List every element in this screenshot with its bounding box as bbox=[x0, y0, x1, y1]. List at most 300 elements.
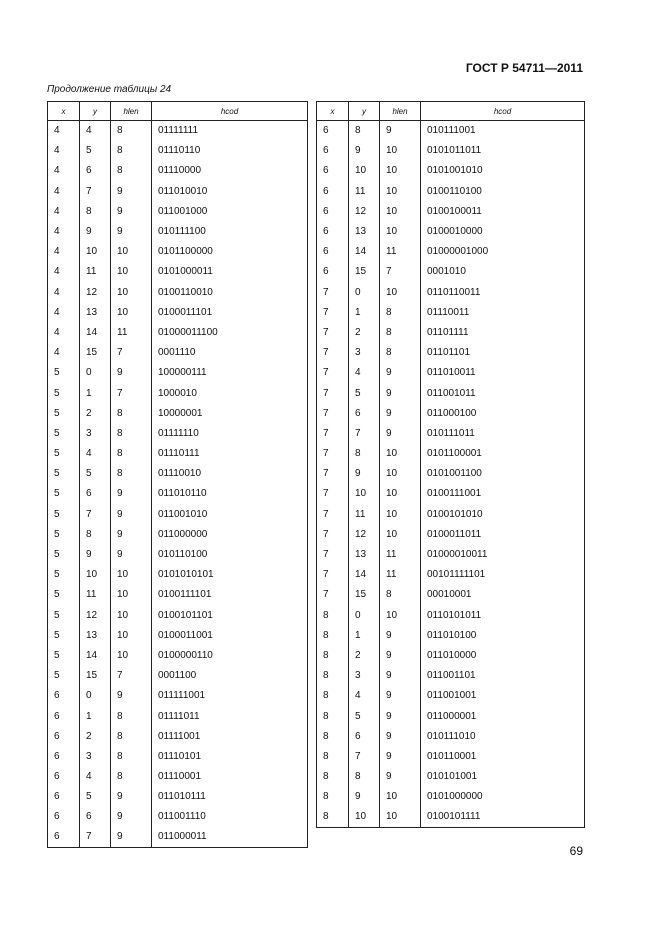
cell-hcod: 01110000 bbox=[152, 161, 308, 181]
cell-hcod: 01000001000 bbox=[421, 242, 585, 262]
cell-hlen: 10 bbox=[380, 524, 421, 544]
cell-hlen: 10 bbox=[380, 161, 421, 181]
cell-hcod: 00010001 bbox=[421, 585, 585, 605]
cell-x: 7 bbox=[317, 383, 349, 403]
cell-hlen: 10 bbox=[380, 605, 421, 625]
cell-hlen: 7 bbox=[380, 262, 421, 282]
table-row bbox=[317, 645, 585, 665]
table-row bbox=[48, 504, 308, 524]
cell-y: 8 bbox=[349, 444, 380, 464]
table-row bbox=[48, 363, 308, 383]
table-row bbox=[48, 666, 308, 686]
table-row bbox=[48, 383, 308, 403]
cell-hlen: 8 bbox=[380, 322, 421, 342]
cell-y: 7 bbox=[349, 746, 380, 766]
cell-hlen: 7 bbox=[111, 666, 152, 686]
table-row bbox=[48, 403, 308, 423]
table-row bbox=[317, 383, 585, 403]
table-row bbox=[317, 565, 585, 585]
cell-x: 4 bbox=[48, 121, 80, 141]
cell-hlen: 9 bbox=[111, 524, 152, 544]
cell-x: 8 bbox=[317, 666, 349, 686]
cell-hlen: 9 bbox=[111, 221, 152, 241]
cell-hcod: 0001100 bbox=[152, 666, 308, 686]
cell-x: 5 bbox=[48, 504, 80, 524]
table-row bbox=[317, 363, 585, 383]
cell-hlen: 8 bbox=[380, 585, 421, 605]
cell-y: 9 bbox=[349, 787, 380, 807]
table-row bbox=[317, 504, 585, 524]
table-row bbox=[317, 121, 585, 141]
cell-y: 13 bbox=[80, 302, 111, 322]
cell-hcod: 011001010 bbox=[152, 504, 308, 524]
cell-x: 7 bbox=[317, 464, 349, 484]
table-row bbox=[48, 767, 308, 787]
table-row bbox=[317, 787, 585, 807]
cell-hlen: 10 bbox=[111, 242, 152, 262]
cell-x: 7 bbox=[317, 282, 349, 302]
cell-x: 8 bbox=[317, 645, 349, 665]
cell-hcod: 010101001 bbox=[421, 767, 585, 787]
column-header-hlen: hlen bbox=[111, 102, 152, 121]
cell-hcod: 01110110 bbox=[152, 141, 308, 161]
cell-hcod: 0100011101 bbox=[152, 302, 308, 322]
cell-y: 1 bbox=[349, 302, 380, 322]
cell-y: 9 bbox=[80, 544, 111, 564]
table-row bbox=[317, 666, 585, 686]
column-header-hcod: hcod bbox=[421, 102, 585, 121]
cell-hlen: 10 bbox=[111, 605, 152, 625]
cell-y: 0 bbox=[80, 363, 111, 383]
column-header-x: x bbox=[317, 102, 349, 121]
cell-hlen: 9 bbox=[380, 767, 421, 787]
cell-x: 5 bbox=[48, 565, 80, 585]
cell-x: 5 bbox=[48, 464, 80, 484]
cell-y: 13 bbox=[349, 221, 380, 241]
cell-y: 7 bbox=[349, 423, 380, 443]
cell-hcod: 01111110 bbox=[152, 423, 308, 443]
cell-hcod: 01000011100 bbox=[152, 322, 308, 342]
cell-x: 8 bbox=[317, 686, 349, 706]
cell-hlen: 8 bbox=[111, 423, 152, 443]
cell-hlen: 9 bbox=[111, 827, 152, 847]
cell-x: 5 bbox=[48, 484, 80, 504]
table-row bbox=[48, 706, 308, 726]
cell-y: 13 bbox=[80, 625, 111, 645]
cell-hlen: 8 bbox=[111, 726, 152, 746]
cell-y: 12 bbox=[80, 282, 111, 302]
cell-y: 2 bbox=[80, 403, 111, 423]
cell-hcod: 010111001 bbox=[421, 121, 585, 141]
cell-hcod: 0100100011 bbox=[421, 201, 585, 221]
cell-y: 10 bbox=[80, 242, 111, 262]
column-header-hlen: hlen bbox=[380, 102, 421, 121]
cell-y: 15 bbox=[80, 343, 111, 363]
cell-hlen: 9 bbox=[380, 423, 421, 443]
cell-hlen: 8 bbox=[111, 464, 152, 484]
table-row bbox=[48, 585, 308, 605]
cell-hcod: 011010110 bbox=[152, 484, 308, 504]
cell-hlen: 9 bbox=[111, 686, 152, 706]
code-table-right bbox=[316, 101, 585, 828]
cell-y: 4 bbox=[80, 121, 111, 141]
cell-y: 11 bbox=[349, 504, 380, 524]
cell-hcod: 011010011 bbox=[421, 363, 585, 383]
cell-hlen: 7 bbox=[111, 383, 152, 403]
table-row bbox=[48, 726, 308, 746]
cell-x: 4 bbox=[48, 343, 80, 363]
cell-y: 15 bbox=[349, 585, 380, 605]
cell-x: 6 bbox=[48, 746, 80, 766]
cell-y: 9 bbox=[349, 464, 380, 484]
cell-y: 0 bbox=[349, 282, 380, 302]
cell-x: 6 bbox=[48, 706, 80, 726]
cell-hlen: 10 bbox=[111, 282, 152, 302]
cell-hcod: 0101001010 bbox=[421, 161, 585, 181]
cell-x: 8 bbox=[317, 787, 349, 807]
cell-hcod: 010110001 bbox=[421, 746, 585, 766]
cell-y: 1 bbox=[80, 383, 111, 403]
cell-x: 4 bbox=[48, 262, 80, 282]
cell-hlen: 10 bbox=[380, 444, 421, 464]
cell-y: 7 bbox=[80, 827, 111, 847]
table-row bbox=[48, 827, 308, 847]
table-caption: Продолжение таблицы 24 bbox=[47, 84, 172, 95]
cell-y: 5 bbox=[80, 141, 111, 161]
cell-y: 6 bbox=[349, 403, 380, 423]
cell-hlen: 8 bbox=[111, 767, 152, 787]
cell-x: 8 bbox=[317, 807, 349, 827]
cell-hcod: 011010100 bbox=[421, 625, 585, 645]
cell-x: 7 bbox=[317, 423, 349, 443]
table-row bbox=[317, 141, 585, 161]
cell-hlen: 10 bbox=[111, 565, 152, 585]
cell-x: 4 bbox=[48, 322, 80, 342]
cell-hcod: 0100101010 bbox=[421, 504, 585, 524]
cell-hlen: 10 bbox=[111, 585, 152, 605]
cell-hcod: 01111011 bbox=[152, 706, 308, 726]
cell-hlen: 11 bbox=[111, 322, 152, 342]
cell-x: 7 bbox=[317, 302, 349, 322]
cell-x: 4 bbox=[48, 161, 80, 181]
table-row bbox=[48, 645, 308, 665]
table-row bbox=[317, 484, 585, 504]
cell-hlen: 10 bbox=[380, 201, 421, 221]
table-row bbox=[317, 282, 585, 302]
cell-hlen: 11 bbox=[380, 242, 421, 262]
cell-y: 6 bbox=[349, 726, 380, 746]
cell-hcod: 0101010101 bbox=[152, 565, 308, 585]
cell-y: 15 bbox=[80, 666, 111, 686]
cell-y: 12 bbox=[349, 524, 380, 544]
table-row bbox=[48, 524, 308, 544]
cell-hlen: 8 bbox=[111, 706, 152, 726]
cell-hcod: 01101111 bbox=[421, 322, 585, 342]
cell-hlen: 10 bbox=[380, 464, 421, 484]
cell-y: 4 bbox=[349, 363, 380, 383]
cell-y: 0 bbox=[349, 605, 380, 625]
table-row bbox=[48, 343, 308, 363]
cell-x: 4 bbox=[48, 201, 80, 221]
table-row bbox=[317, 403, 585, 423]
cell-x: 6 bbox=[317, 121, 349, 141]
cell-y: 4 bbox=[80, 444, 111, 464]
cell-y: 13 bbox=[349, 544, 380, 564]
cell-hlen: 10 bbox=[111, 625, 152, 645]
cell-x: 5 bbox=[48, 645, 80, 665]
cell-x: 4 bbox=[48, 282, 80, 302]
cell-hcod: 011010010 bbox=[152, 181, 308, 201]
cell-x: 7 bbox=[317, 322, 349, 342]
cell-hcod: 0100011011 bbox=[421, 524, 585, 544]
cell-y: 3 bbox=[349, 666, 380, 686]
table-row bbox=[317, 242, 585, 262]
table-row bbox=[317, 423, 585, 443]
cell-y: 3 bbox=[349, 343, 380, 363]
cell-hcod: 01110101 bbox=[152, 746, 308, 766]
cell-x: 4 bbox=[48, 221, 80, 241]
cell-x: 6 bbox=[48, 807, 80, 827]
cell-x: 5 bbox=[48, 585, 80, 605]
cell-hlen: 10 bbox=[380, 141, 421, 161]
table-row bbox=[48, 302, 308, 322]
cell-hcod: 0100110100 bbox=[421, 181, 585, 201]
table-row bbox=[48, 201, 308, 221]
cell-y: 10 bbox=[349, 161, 380, 181]
cell-x: 8 bbox=[317, 767, 349, 787]
cell-hcod: 010111011 bbox=[421, 423, 585, 443]
cell-hcod: 00101111101 bbox=[421, 565, 585, 585]
table-row bbox=[317, 625, 585, 645]
cell-hcod: 0100011001 bbox=[152, 625, 308, 645]
cell-y: 11 bbox=[349, 181, 380, 201]
cell-hlen: 8 bbox=[111, 141, 152, 161]
table-row bbox=[317, 161, 585, 181]
table-row bbox=[317, 464, 585, 484]
cell-y: 8 bbox=[80, 524, 111, 544]
table-row bbox=[48, 807, 308, 827]
document-id: ГОСТ Р 54711—2011 bbox=[465, 61, 583, 75]
cell-hlen: 9 bbox=[111, 504, 152, 524]
cell-hlen: 9 bbox=[111, 787, 152, 807]
cell-hcod: 0100000110 bbox=[152, 645, 308, 665]
cell-hcod: 01111001 bbox=[152, 726, 308, 746]
cell-hlen: 7 bbox=[111, 343, 152, 363]
column-header-hcod: hcod bbox=[152, 102, 308, 121]
cell-hcod: 011000100 bbox=[421, 403, 585, 423]
cell-x: 8 bbox=[317, 605, 349, 625]
cell-hlen: 9 bbox=[111, 181, 152, 201]
cell-hcod: 0101000000 bbox=[421, 787, 585, 807]
cell-hlen: 10 bbox=[380, 807, 421, 827]
table-row bbox=[317, 302, 585, 322]
cell-x: 6 bbox=[317, 221, 349, 241]
cell-hcod: 0100111001 bbox=[421, 484, 585, 504]
cell-x: 5 bbox=[48, 423, 80, 443]
cell-hlen: 9 bbox=[380, 645, 421, 665]
column-header-y: y bbox=[80, 102, 111, 121]
cell-hcod: 1000010 bbox=[152, 383, 308, 403]
cell-x: 5 bbox=[48, 444, 80, 464]
cell-hcod: 0100110010 bbox=[152, 282, 308, 302]
cell-x: 6 bbox=[48, 767, 80, 787]
cell-hcod: 0101100000 bbox=[152, 242, 308, 262]
cell-hlen: 11 bbox=[380, 544, 421, 564]
cell-hcod: 011001001 bbox=[421, 686, 585, 706]
table-row bbox=[48, 544, 308, 564]
table-row bbox=[317, 544, 585, 564]
cell-hlen: 8 bbox=[380, 302, 421, 322]
table-row bbox=[317, 221, 585, 241]
cell-x: 7 bbox=[317, 585, 349, 605]
cell-hcod: 0101011011 bbox=[421, 141, 585, 161]
cell-hlen: 8 bbox=[111, 121, 152, 141]
cell-hlen: 9 bbox=[380, 746, 421, 766]
cell-x: 5 bbox=[48, 363, 80, 383]
cell-x: 7 bbox=[317, 524, 349, 544]
cell-hlen: 9 bbox=[380, 625, 421, 645]
table-row bbox=[48, 484, 308, 504]
cell-x: 5 bbox=[48, 524, 80, 544]
cell-hlen: 8 bbox=[111, 444, 152, 464]
cell-hlen: 10 bbox=[380, 504, 421, 524]
page-number: 69 bbox=[569, 844, 583, 858]
cell-x: 7 bbox=[317, 504, 349, 524]
column-header-x: x bbox=[48, 102, 80, 121]
cell-hlen: 9 bbox=[111, 544, 152, 564]
cell-hcod: 100000111 bbox=[152, 363, 308, 383]
cell-x: 8 bbox=[317, 625, 349, 645]
cell-hcod: 01111111 bbox=[152, 121, 308, 141]
table-row bbox=[48, 161, 308, 181]
cell-y: 1 bbox=[80, 706, 111, 726]
cell-hlen: 8 bbox=[380, 343, 421, 363]
table-row bbox=[48, 121, 308, 141]
cell-hcod: 010111010 bbox=[421, 726, 585, 746]
cell-y: 14 bbox=[80, 322, 111, 342]
cell-x: 7 bbox=[317, 343, 349, 363]
cell-hcod: 0110110011 bbox=[421, 282, 585, 302]
cell-y: 15 bbox=[349, 262, 380, 282]
cell-y: 8 bbox=[349, 767, 380, 787]
cell-hcod: 01110001 bbox=[152, 767, 308, 787]
cell-hlen: 9 bbox=[111, 201, 152, 221]
table-row bbox=[317, 807, 585, 827]
table-row bbox=[317, 343, 585, 363]
table-row bbox=[317, 746, 585, 766]
cell-y: 14 bbox=[349, 242, 380, 262]
cell-y: 5 bbox=[349, 706, 380, 726]
table-row bbox=[48, 141, 308, 161]
cell-y: 7 bbox=[80, 504, 111, 524]
table-row bbox=[48, 181, 308, 201]
cell-hlen: 10 bbox=[111, 645, 152, 665]
cell-x: 7 bbox=[317, 484, 349, 504]
cell-y: 9 bbox=[80, 221, 111, 241]
cell-y: 5 bbox=[80, 787, 111, 807]
cell-x: 8 bbox=[317, 726, 349, 746]
cell-x: 6 bbox=[317, 141, 349, 161]
cell-hlen: 9 bbox=[380, 403, 421, 423]
cell-x: 6 bbox=[317, 201, 349, 221]
table-row bbox=[317, 322, 585, 342]
cell-y: 10 bbox=[80, 565, 111, 585]
cell-y: 8 bbox=[349, 121, 380, 141]
cell-hlen: 9 bbox=[380, 686, 421, 706]
cell-hcod: 011000000 bbox=[152, 524, 308, 544]
table-row bbox=[48, 221, 308, 241]
cell-hcod: 0100010000 bbox=[421, 221, 585, 241]
cell-hcod: 0001010 bbox=[421, 262, 585, 282]
table-row bbox=[48, 565, 308, 585]
cell-y: 8 bbox=[80, 201, 111, 221]
cell-hcod: 0110101011 bbox=[421, 605, 585, 625]
table-row bbox=[317, 767, 585, 787]
cell-hlen: 8 bbox=[111, 746, 152, 766]
cell-y: 1 bbox=[349, 625, 380, 645]
cell-x: 5 bbox=[48, 625, 80, 645]
cell-y: 2 bbox=[349, 645, 380, 665]
cell-hcod: 01110010 bbox=[152, 464, 308, 484]
cell-y: 6 bbox=[80, 161, 111, 181]
cell-hlen: 8 bbox=[111, 403, 152, 423]
cell-x: 4 bbox=[48, 181, 80, 201]
table-row bbox=[48, 262, 308, 282]
cell-x: 5 bbox=[48, 383, 80, 403]
cell-hlen: 9 bbox=[111, 484, 152, 504]
cell-y: 10 bbox=[349, 807, 380, 827]
cell-x: 7 bbox=[317, 444, 349, 464]
table-row bbox=[317, 262, 585, 282]
cell-y: 2 bbox=[80, 726, 111, 746]
table-row bbox=[317, 201, 585, 221]
cell-y: 14 bbox=[349, 565, 380, 585]
cell-hlen: 10 bbox=[380, 484, 421, 504]
cell-hcod: 011001110 bbox=[152, 807, 308, 827]
cell-hcod: 011001000 bbox=[152, 201, 308, 221]
cell-y: 5 bbox=[80, 464, 111, 484]
cell-x: 6 bbox=[317, 262, 349, 282]
cell-x: 4 bbox=[48, 242, 80, 262]
cell-hcod: 01101101 bbox=[421, 343, 585, 363]
cell-hcod: 0100101111 bbox=[421, 807, 585, 827]
cell-hcod: 011000001 bbox=[421, 706, 585, 726]
cell-hlen: 10 bbox=[111, 302, 152, 322]
cell-x: 6 bbox=[48, 726, 80, 746]
code-table-left bbox=[47, 101, 308, 848]
cell-hlen: 10 bbox=[380, 282, 421, 302]
cell-hlen: 9 bbox=[380, 383, 421, 403]
cell-y: 11 bbox=[80, 585, 111, 605]
cell-y: 10 bbox=[349, 484, 380, 504]
cell-y: 12 bbox=[80, 605, 111, 625]
cell-hcod: 10000001 bbox=[152, 403, 308, 423]
cell-hcod: 0100101101 bbox=[152, 605, 308, 625]
cell-x: 4 bbox=[48, 302, 80, 322]
cell-y: 4 bbox=[80, 767, 111, 787]
cell-x: 6 bbox=[48, 827, 80, 847]
cell-x: 5 bbox=[48, 403, 80, 423]
cell-hlen: 9 bbox=[111, 363, 152, 383]
table-header-row bbox=[48, 102, 308, 121]
cell-y: 6 bbox=[80, 807, 111, 827]
column-header-y: y bbox=[349, 102, 380, 121]
table-row bbox=[48, 787, 308, 807]
table-row bbox=[317, 706, 585, 726]
cell-x: 7 bbox=[317, 363, 349, 383]
cell-x: 6 bbox=[317, 242, 349, 262]
cell-hlen: 9 bbox=[111, 807, 152, 827]
